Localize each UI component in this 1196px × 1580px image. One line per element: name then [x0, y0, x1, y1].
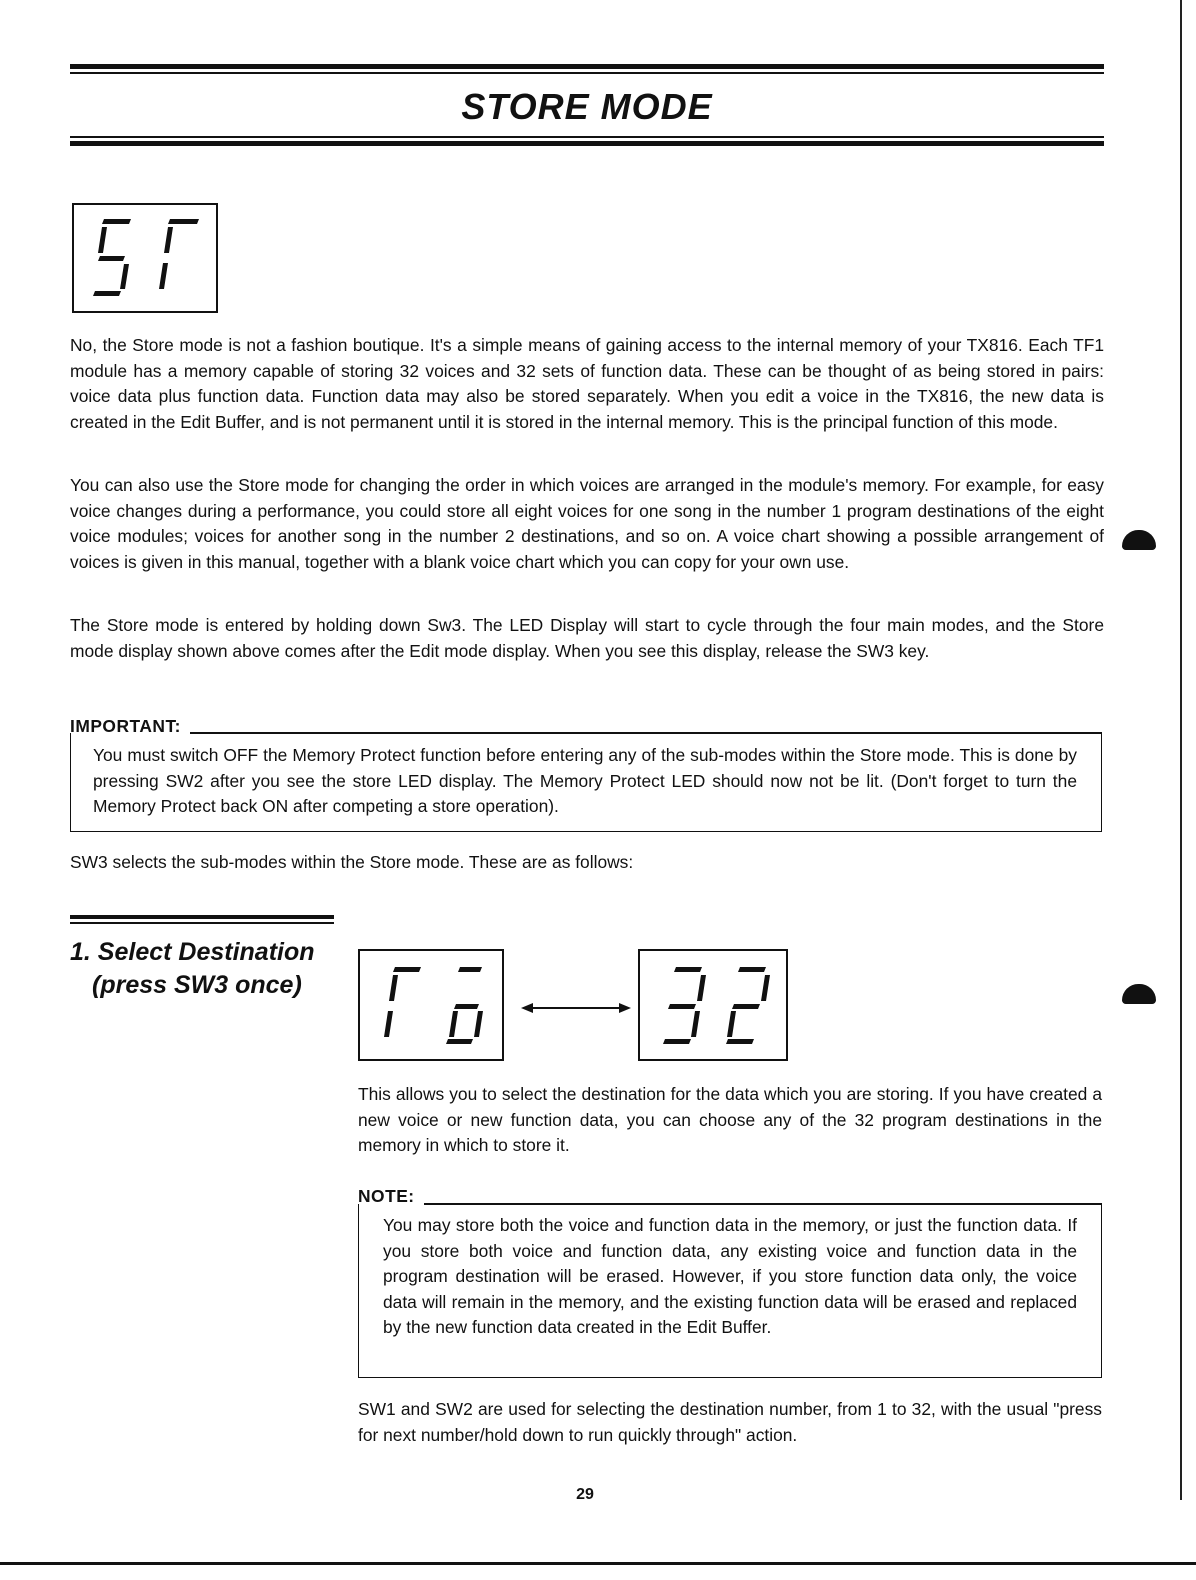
paragraph-entering: The Store mode is entered by holding down Sw3. The LED Display will start to cycle through the four main modes, and the Store mode display shown above comes after the Edit mode display. When you see this display, release the SW3 key. [70, 615, 1104, 661]
submodes-intro: SW3 selects the sub-modes within the Store mode. These are as follows: [70, 852, 634, 872]
led-digit-o-left [446, 967, 483, 1044]
note-box [358, 1204, 1102, 1378]
led-digit-2 [726, 967, 770, 1044]
page-number: 29 [576, 1486, 594, 1503]
led-digit-3 [663, 967, 706, 1044]
scan-edge-line [1180, 0, 1182, 1500]
led-digit-s [93, 219, 131, 296]
note-label: NOTE: [358, 1186, 415, 1206]
important-text: You must switch OFF the Memory Protect function before entering any of the sub-modes within the Store mode. This is done by pressing SW2 after you see the store LED display. The Memory Protect LED should now not be lit. (Don't forget to turn the Memory Protect back ON after competing a store operation). [93, 745, 1077, 817]
note-text: You may store both the voice and function data in the memory, or just the function data. If you store both voice and function data, any existing voice and function data in the program destination will be erased. However, if you store function data only, the voice data will remain in the memory, and the existing function data will be erased and replaced by the new function data created in the Edit Buffer. [383, 1215, 1077, 1338]
led-digit-r-left [384, 967, 421, 1037]
store-mode-led-display [72, 203, 218, 313]
section-rule-thick [70, 915, 334, 919]
header-rule-top-thick [70, 64, 1104, 69]
double-arrow-icon [521, 998, 631, 1018]
section-rule-thin [70, 922, 334, 924]
section1-footer-text: SW1 and SW2 are used for selecting the destination number, from 1 to 32, with the usual "press for next number/hold down to run quickly through" action. [358, 1399, 1102, 1445]
led-digit-r [159, 219, 199, 289]
paragraph-intro: No, the Store mode is not a fashion boutique. It's a simple means of gaining access to the internal memory of your TX816. Each TF1 module has a memory capable of storing 32 voices and 32 sets of function data. These can be thought of as being stored in pairs: voice data plus function data. Function data may also be stored separately. When you edit a voice in the TX816, the new data is created in the Edit Buffer, and is not permanent until it is stored in the internal memory. This is the principal function of this mode. [70, 335, 1104, 432]
section-title-line2: (press SW3 once) [92, 971, 302, 999]
important-label: IMPORTANT: [70, 716, 181, 736]
destination-led-display-left [358, 949, 504, 1061]
footer-rule [0, 1562, 1196, 1565]
section1-description: This allows you to select the destination for the data which you are storing. If you have created a new voice or new function data, you can choose any of the 32 program destinations in the memory in which to store it. [358, 1084, 1102, 1156]
section-title-line1: 1. Select Destination [70, 938, 315, 966]
page-title: STORE MODE [461, 86, 713, 127]
header-rule-bottom-thin [70, 136, 1104, 138]
header-rule-top-thin [70, 72, 1104, 74]
scan-smudge-2 [1122, 984, 1156, 1004]
scan-smudge-1 [1122, 530, 1156, 550]
important-box [70, 733, 1102, 832]
paragraph-order: You can also use the Store mode for changing the order in which voices are arranged in the module's memory. For example, for easy voice changes during a performance, you could store all eight voices for one song in the number 1 program destinations of the eight voice modules; voices for another song in the number 2 destinations, and so on. A voice chart showing a possible arrangement of voices is given in this manual, together with a blank voice chart which you can copy for your own use. [70, 475, 1104, 572]
header-rule-bottom-thick [70, 141, 1104, 146]
destination-led-display-right [638, 949, 788, 1061]
